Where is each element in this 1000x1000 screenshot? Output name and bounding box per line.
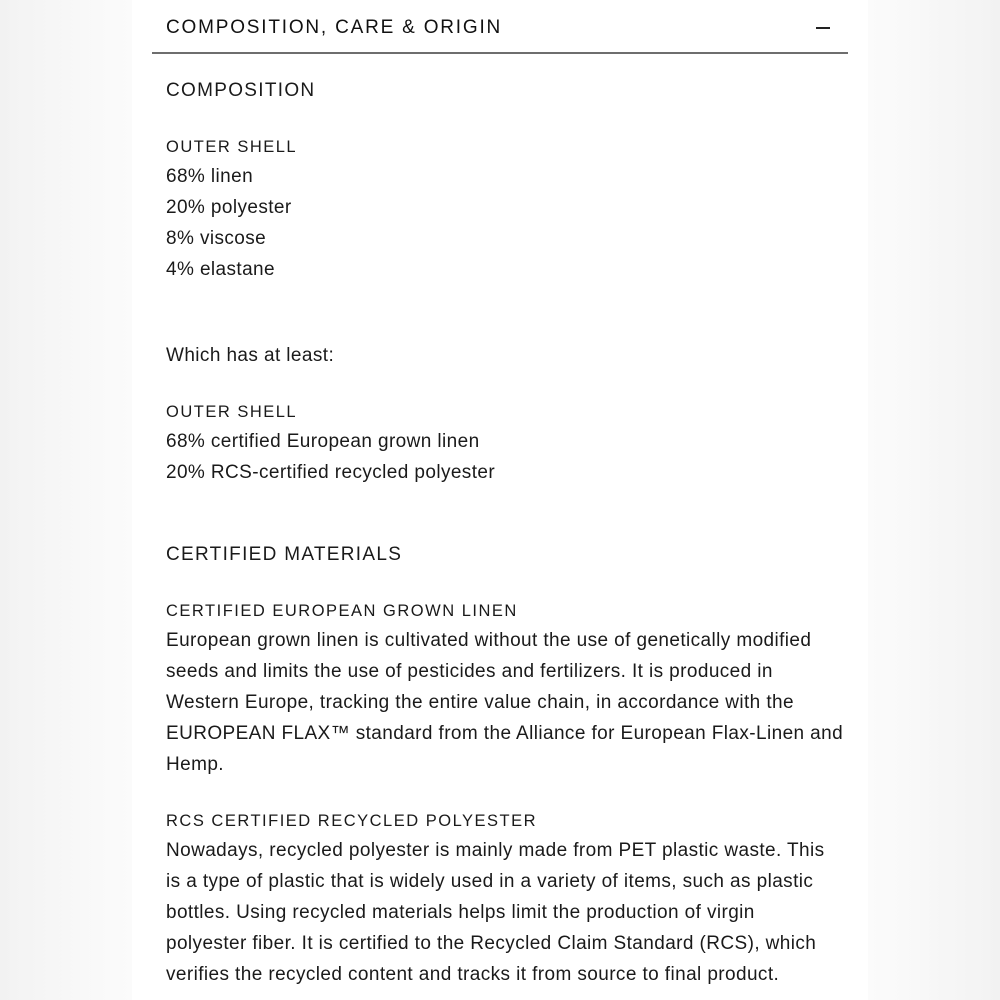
composition-heading: COMPOSITION <box>166 80 316 101</box>
material-description-line: is a type of plastic that is widely used in a variety of items, such as plastic <box>166 871 814 892</box>
certified-outer-shell-label: OUTER SHELL <box>166 403 298 421</box>
composition-item: 68% linen <box>166 166 254 187</box>
accordion-header-composition-care-origin[interactable] <box>152 0 848 54</box>
material-description-line: Nowadays, recycled polyester is mainly made from PET plastic waste. This <box>166 840 825 861</box>
composition-item: 8% viscose <box>166 228 267 249</box>
page-backdrop-right <box>868 0 1000 1000</box>
page-backdrop-left <box>0 0 132 1000</box>
minus-icon[interactable] <box>816 18 830 36</box>
material-description-line: Western Europe, tracking the entire value chain, in accordance with the <box>166 692 794 713</box>
material-description-line: Hemp. <box>166 754 224 775</box>
material-description-line: verifies the recycled content and tracks it from source to final product. <box>166 964 780 985</box>
certified-materials-heading: CERTIFIED MATERIALS <box>166 544 403 565</box>
product-details-panel <box>132 0 868 1000</box>
composition-item: 20% polyester <box>166 197 292 218</box>
material-description-line: polyester fiber. It is certified to the Recycled Claim Standard (RCS), which <box>166 933 817 954</box>
material-title-linen: CERTIFIED EUROPEAN GROWN LINEN <box>166 602 518 620</box>
accordion-title: COMPOSITION, CARE & ORIGIN <box>166 17 503 38</box>
material-description-line: seeds and limits the use of pesticides and fertilizers. It is produced in <box>166 661 773 682</box>
composition-item: 4% elastane <box>166 259 275 280</box>
at-least-intro: Which has at least: <box>166 345 335 366</box>
outer-shell-label: OUTER SHELL <box>166 138 298 156</box>
material-description-line: bottles. Using recycled materials helps limit the production of virgin <box>166 902 755 923</box>
material-title-polyester: RCS CERTIFIED RECYCLED POLYESTER <box>166 812 538 830</box>
material-description-line: European grown linen is cultivated without the use of genetically modified <box>166 630 812 651</box>
certified-composition-item: 68% certified European grown linen <box>166 431 480 452</box>
material-description-line: EUROPEAN FLAX™ standard from the Alliance for European Flax-Linen and <box>166 723 844 744</box>
certified-composition-item: 20% RCS-certified recycled polyester <box>166 462 496 483</box>
